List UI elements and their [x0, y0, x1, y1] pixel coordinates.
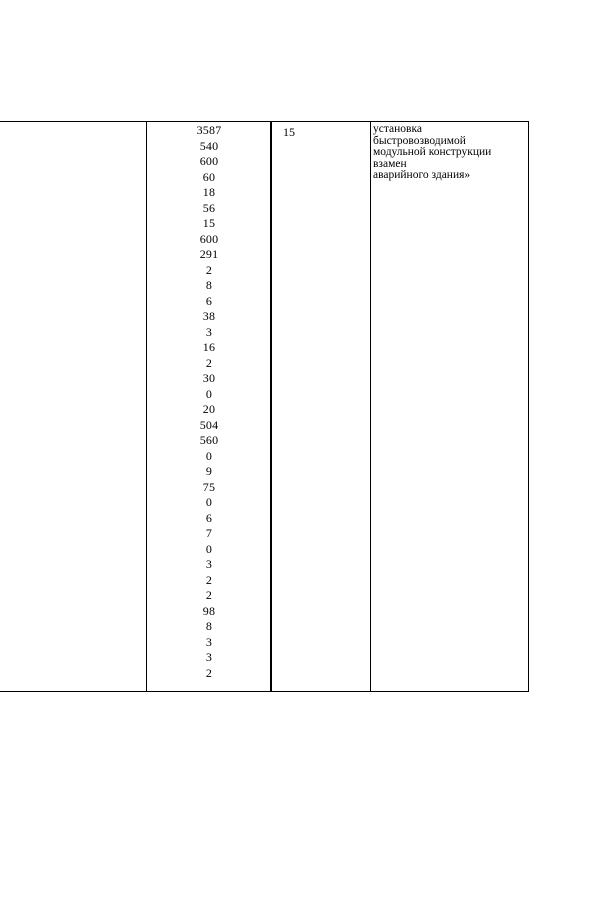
value-cell: 6 — [205, 293, 213, 308]
value-cell: 2 — [205, 262, 213, 277]
value-cell: 3 — [205, 557, 213, 571]
value-cell: 20 — [202, 402, 216, 416]
value-cell: 16 — [202, 340, 216, 354]
value-cell: 2 — [205, 665, 213, 680]
value-cell: 600 — [199, 231, 219, 246]
value-cell: 60 — [202, 169, 216, 184]
description-line: модульной конструкции — [373, 146, 492, 158]
value-cell: 2 — [205, 355, 213, 370]
value-cell: 75 — [202, 479, 216, 494]
value-cell: 2 — [205, 588, 213, 602]
value-cell: 0 — [205, 541, 213, 556]
value-cell: 98 — [202, 603, 216, 618]
value-cell: 15 — [202, 216, 216, 230]
value-cell: 0 — [205, 448, 213, 463]
value-cell: 0 — [205, 495, 213, 509]
value-cell: 3 — [205, 324, 213, 339]
description-cell — [373, 124, 527, 182]
value-cell: 18 — [202, 185, 216, 199]
description-line: взамен — [373, 157, 407, 170]
value-cell: 3587 — [196, 123, 222, 137]
value-cell: 0 — [205, 386, 213, 401]
value-cell: 600 — [199, 154, 219, 168]
value-cell: 3 — [205, 650, 213, 664]
description-line: быстровозводимой — [373, 134, 466, 147]
value-cell: 8 — [205, 278, 213, 292]
value-cell: 540 — [199, 138, 219, 153]
values-column — [147, 123, 271, 681]
value-cell: 7 — [205, 526, 213, 540]
value-cell: 291 — [199, 247, 219, 261]
value-cell: 3 — [205, 634, 213, 649]
value-cell: 504 — [199, 417, 219, 432]
value-cell: 30 — [202, 371, 216, 385]
data-table — [0, 121, 529, 692]
value-cell: 38 — [202, 309, 216, 323]
count-cell: 15 — [283, 125, 295, 139]
value-cell: 9 — [205, 464, 213, 478]
value-cell: 2 — [205, 572, 213, 587]
value-cell: 560 — [199, 433, 219, 447]
column-divider — [370, 122, 371, 691]
value-cell: 56 — [202, 200, 216, 215]
description-line: аварийного здания» — [373, 169, 471, 181]
value-cell: 6 — [205, 510, 213, 525]
value-cell: 8 — [205, 619, 213, 633]
description-line: установка — [373, 123, 422, 135]
